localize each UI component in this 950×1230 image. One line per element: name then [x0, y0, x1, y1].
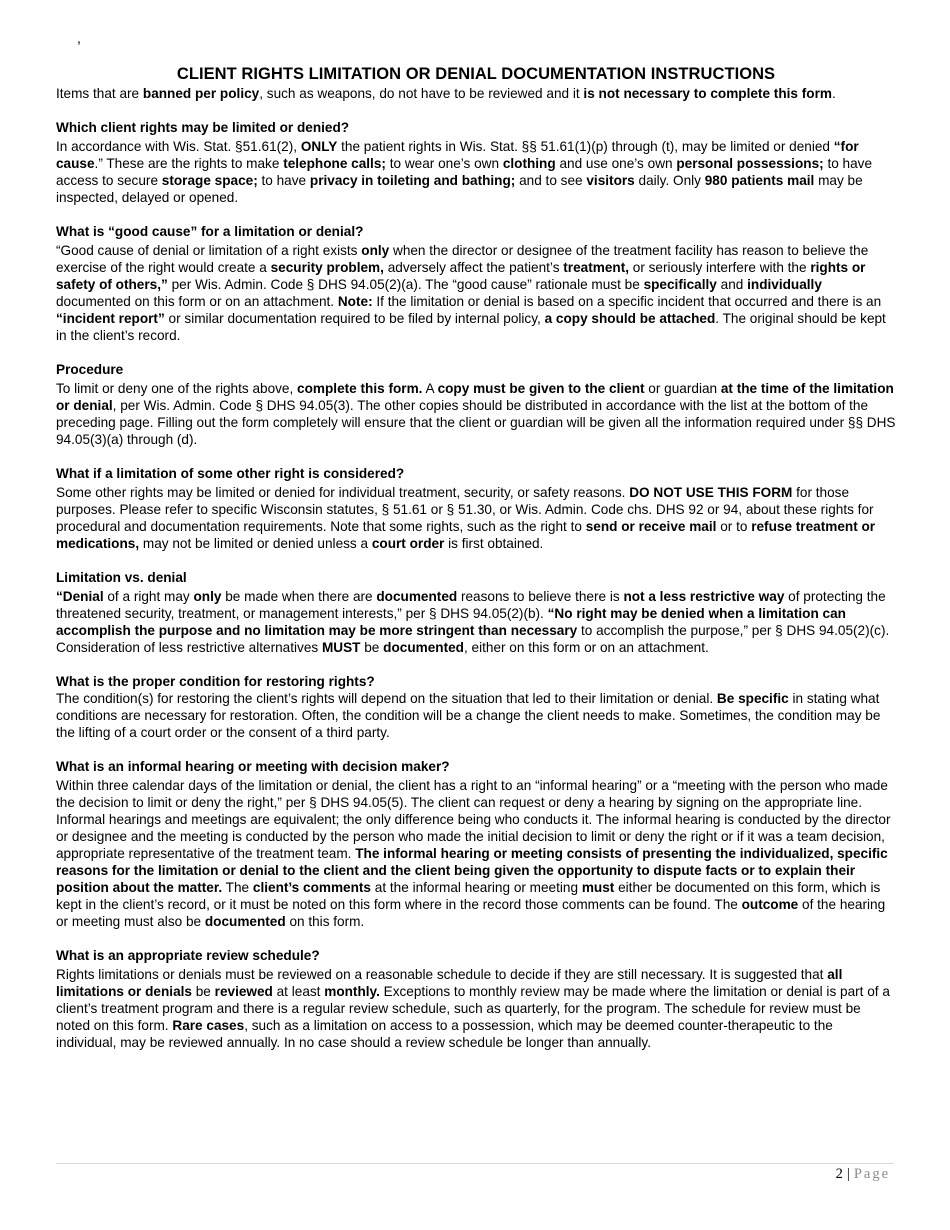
- text-run: and use one’s own: [555, 156, 677, 171]
- text-run: be made when there are: [221, 589, 377, 604]
- bold-run: Note:: [337, 294, 373, 309]
- page-number: 2: [835, 1166, 843, 1182]
- bold-run: banned per policy: [142, 86, 260, 101]
- text-run: Exceptions to monthly review may be made where the limitation or denial is part of a client’s treatment program and there is a regular review schedule, such as quarterly, for the program. The schedule for review must be noted on this form.: [56, 984, 890, 1033]
- bold-run: must: [581, 880, 615, 895]
- text-run: The condition(s) for restoring the client’s rights will depend on the situation that led to their limitation or denial.: [56, 691, 717, 706]
- bold-run: documented: [383, 640, 464, 655]
- section-good-cause: [56, 223, 896, 344]
- bold-run: “incident report”: [56, 311, 165, 326]
- text-run: of the hearing or meeting must also be: [56, 897, 886, 929]
- bold-run: telephone calls;: [283, 156, 386, 171]
- bold-run: personal possessions;: [676, 156, 824, 171]
- bold-run: ONLY: [300, 139, 338, 154]
- section-heading: What is an appropriate review schedule?: [56, 948, 320, 963]
- bold-run: The informal hearing or meeting consists of presenting the individualized, specific reasons for the limitation or denial to the client and the client being given the opportunity to dispute facts or to explain their position about the matter.: [56, 846, 888, 895]
- bold-run: not a less restrictive way: [623, 589, 785, 604]
- bold-run: 980 patients mail: [704, 173, 815, 188]
- bold-run: MUST: [321, 640, 361, 655]
- section-review-schedule: [56, 947, 896, 1051]
- bold-run: DO NOT USE THIS FORM: [629, 485, 793, 500]
- section-body: [56, 777, 896, 930]
- text-run: to have: [257, 173, 310, 188]
- text-run: , either on this form or on an attachment.: [463, 640, 709, 655]
- section-heading: What is “good cause” for a limitation or denial?: [56, 224, 364, 239]
- text-run: be: [191, 984, 215, 999]
- bold-run: visitors: [586, 173, 635, 188]
- text-run: Items that are: [56, 86, 143, 101]
- section-heading: Which client rights may be limited or denied?: [56, 120, 350, 135]
- bold-run: is not necessary to complete this form: [583, 86, 832, 101]
- text-run: of a right may: [103, 589, 194, 604]
- section-body: [56, 380, 896, 448]
- text-run: at least: [272, 984, 325, 999]
- text-run: and to see: [515, 173, 587, 188]
- text-run: documented on this form or on an attachment.: [56, 294, 338, 309]
- section-body: [56, 588, 896, 656]
- text-run: either be documented on this form, which is kept in the client’s record, or it must be noted on this form where in the record those comments can be found. The: [56, 880, 881, 912]
- bold-run: “No right may be denied when a limitation can accomplish the purpose and no limitation may be more stringent than necessary: [56, 606, 846, 638]
- stray-mark: ,: [77, 30, 81, 46]
- section-body: [56, 484, 896, 552]
- section-body: [56, 966, 896, 1051]
- text-run: at the informal hearing or meeting: [371, 880, 582, 895]
- bold-run: specifically: [643, 277, 717, 292]
- text-run: The: [222, 880, 253, 895]
- bold-run: storage space;: [161, 173, 258, 188]
- section-body: [56, 242, 896, 344]
- bold-run: documented: [204, 914, 286, 929]
- bold-run: at the time of the limitation or denial: [56, 381, 894, 413]
- text-run: .: [831, 86, 836, 101]
- section-other-right: [56, 465, 896, 552]
- bold-run: send or receive mail: [585, 519, 717, 534]
- text-run: and: [716, 277, 748, 292]
- text-run: , such as weapons, do not have to be reviewed and it: [259, 86, 584, 101]
- text-run: to accomplish the purpose,” per § DHS 94.05(2)(c). Consideration of less restrictive alternatives: [56, 623, 890, 655]
- section-heading: What is the proper condition for restoring rights?: [56, 674, 375, 689]
- text-run: on this form.: [285, 914, 365, 929]
- bold-run: documented: [376, 589, 458, 604]
- text-run: or similar documentation required to be filed by internal policy,: [164, 311, 545, 326]
- text-run: or seriously interfere with the: [629, 260, 811, 275]
- section-body: [56, 690, 896, 741]
- footer-separator: |: [846, 1166, 850, 1182]
- bold-run: a copy should be attached: [544, 311, 716, 326]
- text-run: , such as a limitation on access to a possession, which may be deemed counter-therapeutic to the individual, may be reviewed annually. In no case should a review schedule be longer than annually.: [56, 1018, 833, 1050]
- text-run: “Good cause of denial or limitation of a right exists: [56, 243, 362, 258]
- bold-run: Be specific: [716, 691, 789, 706]
- text-run: If the limitation or denial is based on a specific incident that occurred and there is an: [372, 294, 882, 309]
- section-heading: What if a limitation of some other right is considered?: [56, 466, 405, 481]
- bold-run: clothing: [502, 156, 556, 171]
- bold-run: only: [361, 243, 390, 258]
- section-heading: Limitation vs. denial: [56, 570, 187, 585]
- text-run: .” These are the rights to make: [94, 156, 284, 171]
- section-rights-limited: [56, 119, 896, 206]
- text-run: may not be limited or denied unless a: [139, 536, 372, 551]
- bold-run: all limitations or denials: [56, 967, 843, 999]
- bold-run: individually: [747, 277, 822, 292]
- section-heading: Procedure: [56, 362, 124, 377]
- bold-run: client’s comments: [252, 880, 371, 895]
- bold-run: outcome: [741, 897, 799, 912]
- bold-run: refuse treatment or medications,: [56, 519, 876, 551]
- bold-run: copy must be given to the client: [437, 381, 645, 396]
- page-label: Page: [853, 1166, 890, 1182]
- section-limitation-vs-denial: [56, 569, 896, 656]
- bold-run: monthly.: [324, 984, 380, 999]
- text-run: adversely affect the patient’s: [383, 260, 564, 275]
- text-run: Within three calendar days of the limitation or denial, the client has a right to an “informal hearing” or a “meeting with the person who made the decision to limit or deny the right,” per § DHS 94.05(5). The client can request or deny a hearing by signing on the appropriate line. Informal hearings and meetings are equivalent; the only difference being who conducts it. The informal hearing is conducted by the director or designee and the meeting is conducted by the person who made the initial decision to limit or deny the right or if it was a team decision, appropriate representative of the treatment team.: [56, 778, 891, 861]
- bold-run: privacy in toileting and bathing;: [309, 173, 516, 188]
- bold-run: complete this form.: [297, 381, 423, 396]
- text-run: per Wis. Admin. Code § DHS 94.05(2)(a). The “good cause” rationale must be: [167, 277, 644, 292]
- section-informal-hearing: [56, 758, 896, 930]
- text-run: reasons to believe there is: [457, 589, 624, 604]
- intro-paragraph: [56, 85, 896, 102]
- bold-run: reviewed: [214, 984, 273, 999]
- bold-run: Rare cases: [172, 1018, 245, 1033]
- text-run: To limit or deny one of the rights above,: [56, 381, 298, 396]
- text-run: for those purposes. Please refer to specific Wisconsin statutes, § 51.61 or § 51.30, or Wis. Admin. Code chs. DHS 92 or 94, about these rights for procedural and documentation requirements. Note that some rights, such as the right to: [56, 485, 874, 534]
- text-run: Some other rights may be limited or denied for individual treatment, security, or safety reasons.: [56, 485, 630, 500]
- document-page: [56, 26, 896, 1051]
- text-run: , per Wis. Admin. Code § DHS 94.05(3). The other copies should be distributed in accordance with the list at the bottom of the preceding page. Filling out the form completely will ensure that the client or guardian will be given all the information required under §§ DHS 94.05(3)(a) through (d).: [56, 398, 896, 447]
- text-run: or guardian: [644, 381, 721, 396]
- bold-run: rights or safety of others,”: [56, 260, 866, 292]
- text-run: Rights limitations or denials must be reviewed on a reasonable schedule to decide if they are still necessary. It is suggested that: [56, 967, 828, 982]
- text-run: is first obtained.: [444, 536, 544, 551]
- text-run: when the director or designee of the treatment facility has reason to believe the exercise of the right would create a: [56, 243, 869, 275]
- text-run: in stating what conditions are necessary for restoration. Often, the condition will be a change the client needs to make. Sometimes, the condition may be the lifting of a court order or the consent of a third party.: [56, 691, 881, 740]
- section-heading: What is an informal hearing or meeting with decision maker?: [56, 759, 450, 774]
- text-run: to have access to secure: [56, 156, 873, 188]
- text-run: or to: [716, 519, 752, 534]
- bold-run: court order: [371, 536, 445, 551]
- page-footer: [836, 1166, 890, 1183]
- bold-run: “Denial: [56, 589, 104, 604]
- section-restoring-rights: [56, 673, 896, 741]
- text-run: may be inspected, delayed or opened.: [56, 173, 863, 205]
- text-run: to wear one’s own: [385, 156, 503, 171]
- section-body: [56, 138, 896, 206]
- text-run: the patient rights in Wis. Stat. §§ 51.61(1)(p) through (t), may be limited or denied: [337, 139, 834, 154]
- page-title: CLIENT RIGHTS LIMITATION OR DENIAL DOCUMENTATION INSTRUCTIONS: [176, 65, 776, 83]
- text-run: In accordance with Wis. Stat. §51.61(2),: [56, 139, 301, 154]
- text-run: daily. Only: [634, 173, 705, 188]
- text-run: A: [422, 381, 438, 396]
- bold-run: security problem,: [270, 260, 384, 275]
- section-procedure: [56, 361, 896, 448]
- text-run: be: [360, 640, 384, 655]
- bold-run: only: [193, 589, 222, 604]
- text-run: of protecting the threatened security, treatment, or management interests,” per § DHS 94.05(2)(b).: [56, 589, 886, 621]
- footer-divider: [56, 1163, 894, 1164]
- text-run: . The original should be kept in the client’s record.: [56, 311, 886, 343]
- bold-run: treatment,: [563, 260, 629, 275]
- bold-run: “for cause: [56, 139, 859, 171]
